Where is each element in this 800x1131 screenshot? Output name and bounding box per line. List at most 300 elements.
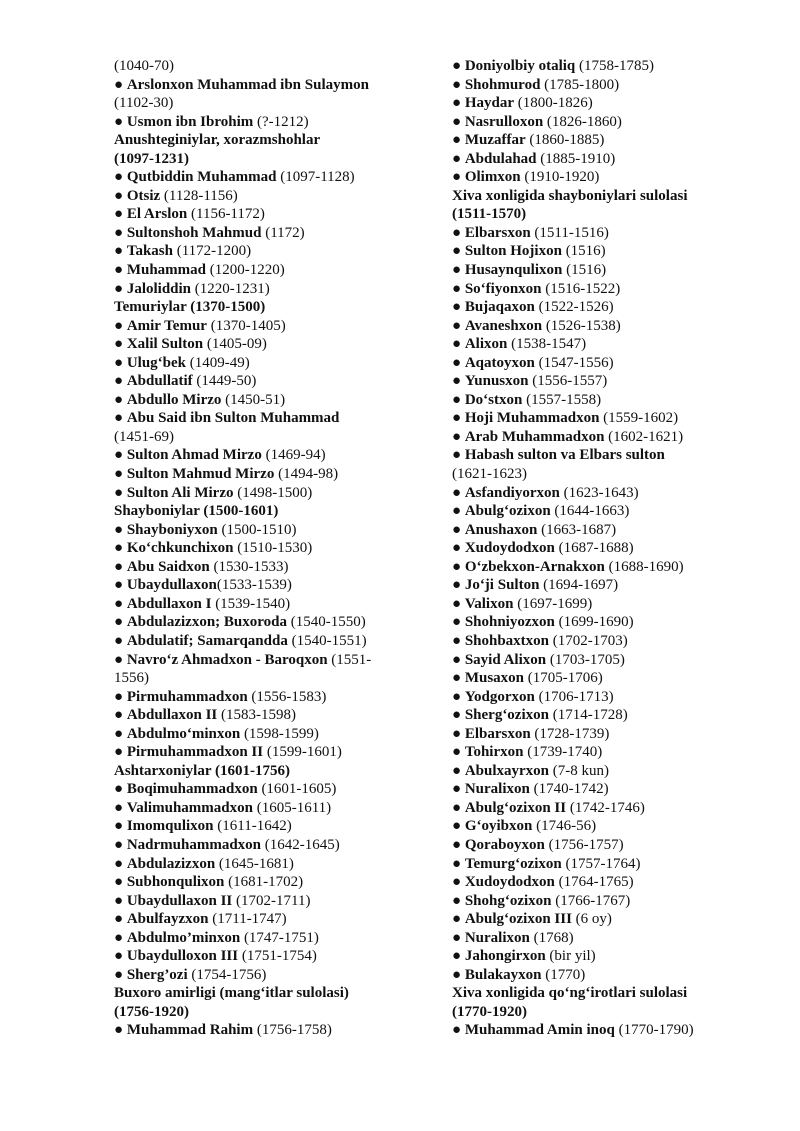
reign-years: (1530-1533) <box>209 558 289 575</box>
reign-years: (1605-1611) <box>252 799 332 816</box>
bullet-icon: ● <box>452 799 462 816</box>
bullet-icon: ● <box>452 818 462 835</box>
ruler-name: Xalil Sulton <box>126 336 204 353</box>
bullet-icon: ● <box>114 336 124 353</box>
ruler-list-item <box>114 113 414 132</box>
ruler-name: O‘zbekxon-Arnakxon <box>464 558 605 575</box>
ruler-list-item <box>114 1021 414 1040</box>
bullet-icon: ● <box>452 76 462 93</box>
ruler-list-item <box>114 892 414 911</box>
ruler-list-item <box>452 502 772 521</box>
ruler-name: Takash <box>126 243 173 260</box>
bullet-icon: ● <box>452 169 462 186</box>
bullet-icon: ● <box>452 243 462 260</box>
bullet-icon: ● <box>452 503 462 520</box>
ruler-list-item <box>114 391 414 410</box>
ruler-name: Sultonshoh Mahmud <box>126 224 262 241</box>
bullet-icon: ● <box>452 948 462 965</box>
bullet-icon: ● <box>114 447 124 464</box>
reign-years: (1644-1663) <box>550 503 630 520</box>
reign-years: (1705-1706) <box>524 670 603 687</box>
ruler-name: Husaynqulixon <box>464 262 563 279</box>
reign-years: (1706-1713) <box>534 688 614 705</box>
reign-years: (1751-1754) <box>238 948 317 965</box>
bullet-icon: ● <box>452 299 462 316</box>
reign-years: (1540-1550) <box>287 614 366 631</box>
reign-years: (1405-09) <box>203 336 267 353</box>
reign-years: (1469-94) <box>261 447 326 464</box>
bullet-icon: ● <box>452 595 462 612</box>
reign-years: (1538-1547) <box>507 336 587 353</box>
reign-years: (1663-1687) <box>537 521 617 538</box>
ruler-name: Abdulatif; Samarqandda <box>126 632 288 649</box>
ruler-name: Pirmuhammadxon <box>126 688 248 705</box>
reign-years: (1645-1681) <box>215 855 294 872</box>
ruler-list-item <box>114 743 414 762</box>
bullet-icon: ● <box>114 966 124 983</box>
ruler-name: Otsiz <box>126 187 161 204</box>
ruler-list-item <box>452 799 772 818</box>
ruler-list-item <box>114 242 414 261</box>
ruler-name: Anushaxon <box>464 521 538 538</box>
ruler-name: Nuralixon <box>464 929 530 946</box>
ruler-name: Abdullo Mirzo <box>126 391 222 408</box>
bullet-icon: ● <box>114 781 124 798</box>
ruler-list-item <box>114 595 414 614</box>
ruler-list-item <box>452 484 772 503</box>
ruler-list-item <box>114 613 414 632</box>
ruler-list-item <box>114 372 414 391</box>
bullet-icon: ● <box>452 373 462 390</box>
reign-years: (1742-1746) <box>566 799 645 816</box>
ruler-list-item <box>452 391 772 410</box>
ruler-name: Haydar <box>464 95 514 112</box>
ruler-list-item <box>452 317 772 336</box>
ruler-name: Doniyolbiy otaliq <box>464 58 576 74</box>
ruler-list-item <box>452 595 772 614</box>
bullet-icon: ● <box>452 929 462 946</box>
ruler-name: Bujaqaxon <box>464 299 535 316</box>
reign-years: (1702-1711) <box>232 892 311 909</box>
ruler-list-item <box>452 706 772 725</box>
ruler-list-item <box>452 576 772 595</box>
ruler-list-item <box>114 576 414 595</box>
ruler-list-item <box>452 688 772 707</box>
reign-years: (1910-1920) <box>520 169 600 186</box>
ruler-list-item <box>114 187 414 206</box>
section-heading: (1511-1570) <box>452 206 527 223</box>
ruler-name: Alixon <box>464 336 508 353</box>
right-column <box>452 57 772 1040</box>
ruler-list-item <box>114 725 414 744</box>
ruler-name: Valixon <box>464 595 514 612</box>
bullet-icon: ● <box>452 874 462 891</box>
bullet-icon: ● <box>114 391 124 408</box>
bullet-icon: ● <box>452 762 462 779</box>
ruler-name: Nasrulloxon <box>464 113 544 130</box>
ruler-name: Asfandiyorxon <box>464 484 560 501</box>
reign-years: (1200-1220) <box>206 262 285 279</box>
bullet-icon: ● <box>114 169 124 186</box>
reign-years: (1687-1688) <box>554 540 634 557</box>
ruler-list-item <box>452 298 772 317</box>
ruler-name: Abulg‘ozixon III <box>464 911 572 928</box>
bullet-icon: ● <box>452 540 462 557</box>
reign-years: (1770-1790) <box>614 1022 694 1039</box>
reign-years: (1746-56) <box>532 818 597 835</box>
ruler-list-item <box>114 446 414 465</box>
reign-years: (1739-1740) <box>523 744 603 761</box>
continuation-text: (1102-30) <box>114 95 174 112</box>
reign-years: (1511-1516) <box>530 224 609 241</box>
bullet-icon: ● <box>452 447 462 464</box>
ruler-list-item <box>452 224 772 243</box>
ruler-list-item <box>114 651 414 670</box>
bullet-icon: ● <box>452 855 462 872</box>
reign-years: (1688-1690) <box>604 558 684 575</box>
reign-years: (1172-1200) <box>172 243 252 260</box>
reign-years: (1559-1602) <box>599 410 679 427</box>
reign-years: (1764-1765) <box>554 874 634 891</box>
bullet-icon: ● <box>114 373 124 390</box>
reign-years: (1885-1910) <box>536 150 616 167</box>
ruler-name: Habash sulton va Elbars sulton <box>464 447 665 464</box>
ruler-name: G‘oyibxon <box>464 818 533 835</box>
reign-years: (1533-1539) <box>216 577 292 594</box>
bullet-icon: ● <box>114 874 124 891</box>
ruler-list-item <box>452 372 772 391</box>
reign-years: (1601-1605) <box>257 781 337 798</box>
reign-years: (1703-1705) <box>546 651 625 668</box>
reign-years: (1522-1526) <box>534 299 614 316</box>
ruler-list-item <box>452 409 772 428</box>
reign-years: (1623-1643) <box>559 484 639 501</box>
bullet-icon: ● <box>452 670 462 687</box>
bullet-icon: ● <box>114 614 124 631</box>
section-heading: Xiva xonligida qo‘ng‘irotlari sulolasi <box>452 985 688 1002</box>
reign-years: (?-1212) <box>253 113 309 130</box>
section-heading: Anushteginiylar, xorazmshohlar <box>114 132 321 149</box>
ruler-name: Olimxon <box>464 169 521 186</box>
ruler-list-item <box>114 836 414 855</box>
reign-years: (1758-1785) <box>575 58 655 74</box>
ruler-list-item <box>452 280 772 299</box>
ruler-name: Muhammad Amin inoq <box>464 1022 615 1039</box>
bullet-icon: ● <box>452 892 462 909</box>
ruler-list-item <box>452 632 772 651</box>
ruler-list-item <box>114 280 414 299</box>
reign-years: (1711-1747) <box>208 911 287 928</box>
bullet-icon: ● <box>114 558 124 575</box>
ruler-name: Shohniyozxon <box>464 614 555 631</box>
reign-years: (1556-1583) <box>247 688 327 705</box>
ruler-list-item <box>114 929 414 948</box>
bullet-icon: ● <box>114 187 124 204</box>
ruler-name: Sulton Hojixon <box>464 243 562 260</box>
ruler-list-item <box>114 855 414 874</box>
ruler-name: Elbarsxon <box>464 725 531 742</box>
reign-years: (1754-1756) <box>187 966 267 983</box>
ruler-name: Xudoydodxon <box>464 874 555 891</box>
bullet-icon: ● <box>114 521 124 538</box>
bullet-icon: ● <box>452 317 462 334</box>
reign-years: (1583-1598) <box>217 707 297 724</box>
ruler-list-item <box>114 632 414 651</box>
bullet-icon: ● <box>114 243 124 260</box>
ruler-name: Abdulazizxon <box>126 855 216 872</box>
bullet-icon: ● <box>452 113 462 130</box>
ruler-list-item <box>452 780 772 799</box>
ruler-name: Ulug‘bek <box>126 354 186 371</box>
ruler-name: Qoraboyxon <box>464 836 545 853</box>
reign-years: (1800-1826) <box>513 95 593 112</box>
bullet-icon: ● <box>452 428 462 445</box>
reign-years: (1599-1601) <box>263 744 342 761</box>
bullet-icon: ● <box>114 836 124 853</box>
reign-years: (1785-1800) <box>540 76 620 93</box>
section-heading: Shayboniylar (1500-1601) <box>114 503 279 520</box>
bullet-icon: ● <box>114 744 124 761</box>
ruler-list-item <box>452 836 772 855</box>
bullet-icon: ● <box>452 262 462 279</box>
bullet-icon: ● <box>452 280 462 297</box>
ruler-list-item <box>114 688 414 707</box>
bullet-icon: ● <box>114 317 124 334</box>
ruler-name: Sulton Ahmad Mirzo <box>126 447 262 464</box>
bullet-icon: ● <box>452 911 462 928</box>
ruler-list-item <box>452 261 772 280</box>
ruler-list-item <box>114 558 414 577</box>
bullet-icon: ● <box>452 354 462 371</box>
ruler-name: Sayid Alixon <box>464 651 547 668</box>
ruler-list-item <box>452 168 772 187</box>
bullet-icon: ● <box>114 410 124 427</box>
ruler-list-item <box>452 1021 772 1040</box>
ruler-name: Amir Temur <box>126 317 207 334</box>
bullet-icon: ● <box>452 132 462 149</box>
ruler-name: Abdulmo‘minxon <box>126 725 241 742</box>
bullet-icon: ● <box>114 855 124 872</box>
ruler-list-item <box>452 669 772 688</box>
reign-years: (1220-1231) <box>191 280 270 297</box>
ruler-name: Tohirxon <box>464 744 524 761</box>
ruler-list-item <box>452 817 772 836</box>
reign-years: (1540-1551) <box>287 632 367 649</box>
ruler-name: Elbarsxon <box>464 224 531 241</box>
bullet-icon: ● <box>452 836 462 853</box>
ruler-list-item <box>452 94 772 113</box>
ruler-list-item <box>452 873 772 892</box>
bullet-icon: ● <box>452 224 462 241</box>
bullet-icon: ● <box>452 707 462 724</box>
ruler-name: Avaneshxon <box>464 317 543 334</box>
ruler-name: Sulton Mahmud Mirzo <box>126 466 275 483</box>
ruler-name: El Arslon <box>126 206 188 223</box>
ruler-list-item <box>452 966 772 985</box>
section-heading: (1097-1231) <box>114 150 189 167</box>
bullet-icon: ● <box>114 595 124 612</box>
reign-years: (1172) <box>261 224 305 241</box>
reign-years: (1714-1728) <box>548 707 628 724</box>
ruler-list-item <box>114 539 414 558</box>
reign-years: (1826-1860) <box>543 113 622 130</box>
bullet-icon: ● <box>114 725 124 742</box>
reign-years: (1697-1699) <box>513 595 593 612</box>
ruler-name: Sherg‘ozixon <box>464 707 549 724</box>
ruler-name: Qutbiddin Muhammad <box>126 169 277 186</box>
ruler-name: Shayboniyxon <box>126 521 218 538</box>
bullet-icon: ● <box>114 892 124 909</box>
bullet-icon: ● <box>114 262 124 279</box>
ruler-name: Abdulazizxon; Buxoroda <box>126 614 287 631</box>
ruler-list-item <box>452 521 772 540</box>
ruler-list-item <box>452 743 772 762</box>
ruler-name: Nuralixon <box>464 781 530 798</box>
reign-years: (1611-1642) <box>213 818 292 835</box>
ruler-list-item <box>452 113 772 132</box>
ruler-name: Subhonqulixon <box>126 874 225 891</box>
ruler-name: Yodgorxon <box>464 688 535 705</box>
reign-years: (6 oy) <box>571 911 612 928</box>
bullet-icon: ● <box>114 354 124 371</box>
bullet-icon: ● <box>452 410 462 427</box>
bullet-icon: ● <box>452 150 462 167</box>
ruler-name: Abdulahad <box>464 150 537 167</box>
ruler-list-item <box>452 131 772 150</box>
bullet-icon: ● <box>114 577 124 594</box>
reign-years: (1409-49) <box>186 354 250 371</box>
ruler-list-item <box>114 168 414 187</box>
ruler-list-item <box>114 354 414 373</box>
bullet-icon: ● <box>114 224 124 241</box>
ruler-name: Abu Saidxon <box>126 558 210 575</box>
ruler-name: Abulfayzxon <box>126 911 209 928</box>
ruler-list-item <box>114 76 414 95</box>
bullet-icon: ● <box>114 1022 124 1039</box>
bullet-icon: ● <box>114 818 124 835</box>
ruler-name: Shohmurod <box>464 76 541 93</box>
bullet-icon: ● <box>114 484 124 501</box>
ruler-list-item <box>114 780 414 799</box>
ruler-list-item <box>114 873 414 892</box>
ruler-list-item <box>114 317 414 336</box>
ruler-list-item <box>452 651 772 670</box>
bullet-icon: ● <box>114 948 124 965</box>
ruler-name: Bulakayxon <box>464 966 542 983</box>
reign-years: (1768) <box>529 929 574 946</box>
bullet-icon: ● <box>452 558 462 575</box>
ruler-list-item <box>114 335 414 354</box>
ruler-list-item <box>114 799 414 818</box>
bullet-icon: ● <box>452 58 462 74</box>
ruler-name: Ubaydulloxon III <box>126 948 239 965</box>
ruler-list-item <box>114 521 414 540</box>
left-column <box>114 57 414 1040</box>
ruler-name: Temurg‘ozixon <box>464 855 562 872</box>
reign-years: (1516) <box>562 262 607 279</box>
reign-years: (1128-1156) <box>160 187 238 204</box>
bullet-icon: ● <box>452 336 462 353</box>
ruler-list-item <box>452 539 772 558</box>
bullet-icon: ● <box>114 799 124 816</box>
ruler-name: Valimuhammadxon <box>126 799 253 816</box>
ruler-list-item <box>452 910 772 929</box>
ruler-list-item <box>452 725 772 744</box>
bullet-icon: ● <box>452 1022 462 1039</box>
bullet-icon: ● <box>114 76 124 93</box>
reign-years: (1728-1739) <box>530 725 610 742</box>
ruler-list-item <box>452 929 772 948</box>
ruler-name: Musaxon <box>464 670 524 687</box>
section-heading: Buxoro amirligi (mang‘itlar sulolasi) <box>114 985 349 1002</box>
ruler-list-item <box>452 150 772 169</box>
ruler-name: Ubaydullaxon <box>126 577 217 594</box>
reign-years: (1516-1522) <box>541 280 621 297</box>
ruler-name: Abdullaxon I <box>126 595 212 612</box>
ruler-list-item <box>452 242 772 261</box>
reign-years: (1770) <box>541 966 586 983</box>
reign-years: (1156-1172) <box>187 206 265 223</box>
ruler-name: Navro‘z Ahmadxon - Baroqxon <box>126 651 328 668</box>
ruler-name: Abdulmo’minxon <box>126 929 241 946</box>
reign-years: (1516) <box>561 243 606 260</box>
bullet-icon: ● <box>452 725 462 742</box>
ruler-list-item <box>114 224 414 243</box>
section-heading: (1770-1920) <box>452 1003 527 1020</box>
bullet-icon: ● <box>452 781 462 798</box>
ruler-name: Jaloliddin <box>126 280 192 297</box>
reign-years: (1699-1690) <box>554 614 634 631</box>
reign-years: (1756-1758) <box>253 1022 332 1039</box>
ruler-list-item <box>114 817 414 836</box>
ruler-name: Ko‘chkunchixon <box>126 540 234 557</box>
ruler-name: Arslonxon Muhammad ibn Sulaymon <box>126 76 369 93</box>
bullet-icon: ● <box>452 577 462 594</box>
ruler-list-item <box>452 428 772 447</box>
ruler-name: Muhammad <box>126 262 206 279</box>
ruler-name: Jahongirxon <box>464 948 546 965</box>
reign-years: (1766-1767) <box>551 892 631 909</box>
ruler-name: Pirmuhammadxon II <box>126 744 264 761</box>
ruler-name: Shohbaxtxon <box>464 632 550 649</box>
reign-years: (1494-98) <box>274 466 339 483</box>
ruler-list-item <box>452 446 772 465</box>
reign-years: (1694-1697) <box>539 577 619 594</box>
ruler-name: Ubaydullaxon II <box>126 892 233 909</box>
ruler-list-item <box>452 947 772 966</box>
reign-years: (1500-1510) <box>217 521 297 538</box>
reign-years: (1498-1500) <box>233 484 313 501</box>
bullet-icon: ● <box>452 391 462 408</box>
continuation-text: 1556) <box>114 670 149 687</box>
reign-years: (1449-50) <box>192 373 257 390</box>
ruler-name: Shohg‘ozixon <box>464 892 552 909</box>
continuation-text: (1621-1623) <box>452 466 527 483</box>
reign-years: (1681-1702) <box>224 874 304 891</box>
reign-years: (7-8 kun) <box>549 762 609 779</box>
ruler-name: Abulg‘ozixon II <box>464 799 567 816</box>
ruler-name: Yunusxon <box>464 373 529 390</box>
ruler-list-item <box>114 465 414 484</box>
bullet-icon: ● <box>452 744 462 761</box>
reign-years: (1756-1757) <box>544 836 624 853</box>
bullet-icon: ● <box>452 966 462 983</box>
ruler-list-item <box>452 855 772 874</box>
reign-years: (1539-1540) <box>211 595 291 612</box>
ruler-name: Do‘stxon <box>464 391 523 408</box>
reign-years: (1556-1557) <box>528 373 608 390</box>
ruler-name: Aqatoyxon <box>464 354 535 371</box>
